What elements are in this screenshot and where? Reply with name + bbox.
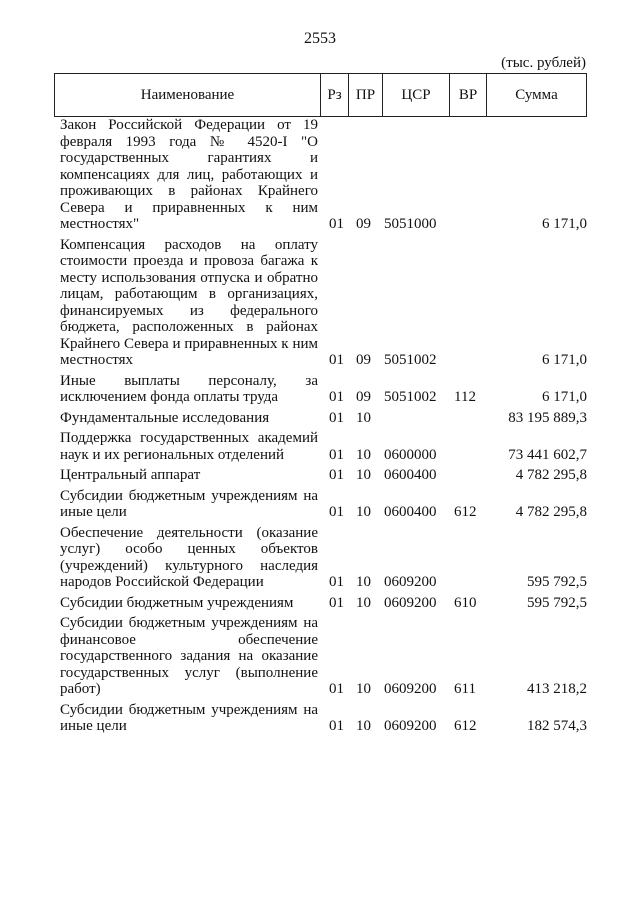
row-vr: 612 [454,504,477,520]
column-header-name: Наименование [54,74,321,116]
row-rz: 01 [329,446,344,463]
row-rz: 01 [329,389,344,405]
row-csr: 0600000 [384,446,437,463]
row-csr: 5051000 [384,216,437,232]
row-pr: 10 [356,409,371,426]
row-name: Фундаментальные исследования [60,409,270,426]
row-csr: 0609200 [384,594,437,611]
row-vr: 610 [454,594,477,611]
table-row [54,615,587,698]
row-sum: 73 441 602,7 [508,446,587,463]
column-header-sum: Сумма [487,74,587,116]
table-row [54,373,587,406]
row-sum: 6 171,0 [542,389,587,405]
row-csr: 0600400 [384,504,437,520]
table-row [54,430,587,463]
row-pr: 09 [356,389,371,405]
row-sum: 413 218,2 [527,681,587,697]
row-sum: 595 792,5 [527,594,587,611]
row-name: Иные выплаты персоналу, за исключением фонда оплаты труда [60,372,318,405]
row-vr: 112 [454,389,476,405]
row-rz: 01 [329,718,344,734]
row-vr: 612 [454,718,477,734]
row-rz: 01 [329,574,344,590]
row-pr: 10 [356,594,371,611]
page-number: 2553 [304,30,336,47]
row-sum: 4 782 295,8 [515,467,587,483]
row-name: Субсидии бюджетным учреждениям на иные цели [60,487,318,520]
row-sum: 595 792,5 [527,574,587,590]
row-name: Компенсация расходов на оплату стоимости проезда и провоза багажа к месту использования отпуска и обратно лицам, работающим в организациях, финансируемых из федерального бюджета, расположенных в районах Крайнего Севера и приравненных к ним местностях [60,236,318,368]
row-rz: 01 [329,467,344,483]
row-name: Поддержка государственных академий наук и их региональных отделений [60,430,318,463]
row-name: Субсидии бюджетным учреждениям [60,594,294,611]
row-csr: 0609200 [384,718,437,734]
row-name: Центральный аппарат [60,467,201,483]
row-pr: 09 [356,352,371,368]
table-header [54,73,587,117]
row-csr: 0609200 [384,574,437,590]
row-name: Субсидии бюджетным учреждениям на иные цели [60,701,318,734]
row-pr: 10 [356,681,371,697]
table-row [54,467,587,484]
row-vr: 611 [454,681,476,697]
units-label: (тыс. рублей) [501,55,586,71]
row-rz: 01 [329,504,344,520]
column-header-rz: Рз [321,74,349,116]
row-csr: 5051002 [384,352,437,368]
row-pr: 09 [356,216,371,232]
row-rz: 01 [329,409,344,426]
row-name: Закон Российской Федерации от 19 февраля 1993 года № 4520-I "О государственных гарантиях и компенсациях для лиц, работающих и проживающих в районах Крайнего Севера и приравненных к ним местностях" [60,117,318,232]
row-name: Субсидии бюджетным учреждениям на финансовое обеспечение государственного задания на оказание государственных услуг (выполнение работ) [60,615,318,697]
column-header-pr: ПР [349,74,383,116]
table-row [54,702,587,735]
table-row [54,410,587,427]
row-sum: 4 782 295,8 [515,504,587,520]
row-csr: 0600400 [384,467,437,483]
row-rz: 01 [329,681,344,697]
row-pr: 10 [356,504,371,520]
row-pr: 10 [356,467,371,483]
row-rz: 01 [329,594,344,611]
row-rz: 01 [329,216,344,232]
row-sum: 6 171,0 [542,352,587,368]
table-row [54,595,587,612]
table-body [54,117,587,739]
table-row [54,488,587,521]
row-csr: 0609200 [384,681,437,697]
table-row [54,117,587,233]
column-header-csr: ЦСР [383,74,450,116]
row-sum: 182 574,3 [527,718,587,734]
table-row [54,525,587,591]
row-sum: 6 171,0 [542,216,587,232]
column-header-vr: ВР [450,74,487,116]
row-rz: 01 [329,352,344,368]
row-name: Обеспечение деятельности (оказание услуг) особо ценных объектов (учреждений) культурного наследия народов Российской Федерации [60,524,318,590]
row-pr: 10 [356,718,371,734]
row-pr: 10 [356,446,371,463]
row-pr: 10 [356,574,371,590]
table-row [54,237,587,369]
row-csr: 5051002 [384,389,437,405]
row-sum: 83 195 889,3 [508,409,587,426]
